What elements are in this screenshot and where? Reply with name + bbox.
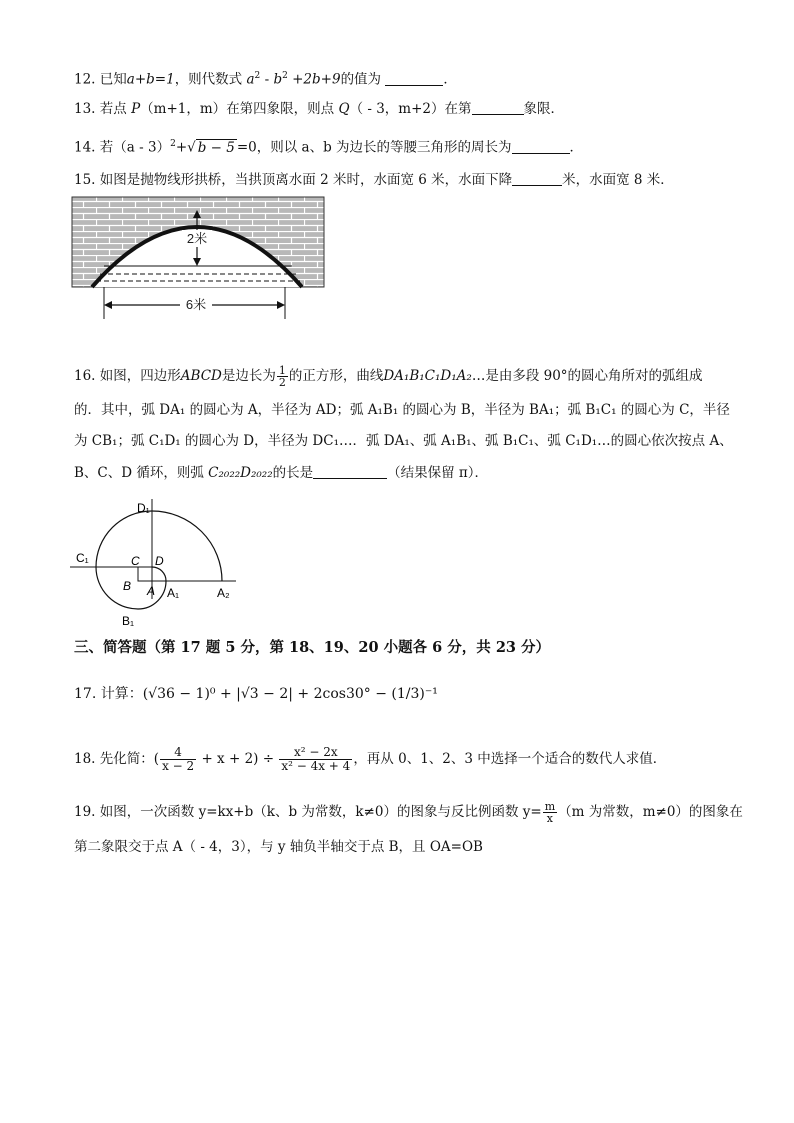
sqrt-sign: √ [187,139,196,156]
answer-blank[interactable] [472,100,524,115]
question-14: 14. 若（a - 3）$^2$+√ b − 5 =0，则以 a、b 为边长的等腰三角形的周长为 ． [74,139,584,156]
fraction-one-half: $\frac{1}{2}$ [278,364,286,389]
width-label: 6米 [185,297,207,312]
question-17: 17. 计算：(√36 − 1)⁰ + |√3 − 2| + 2cos30° − (1/3)⁻¹ [74,686,438,702]
fraction: $\frac{4}{x - 2}$ [162,745,195,773]
question-13: 13. 若点 P（m+1，m）在第四象限，则点 Q（ - 3，m+2）在第 象限． [74,101,564,117]
question-number: 16. [74,368,96,384]
label-a1: A₁ [167,586,180,600]
answer-blank[interactable] [385,71,443,86]
question-16-line-4: B、C、D 循环，则弧 C₂₀₂₂D₂₀₂₂的长是 （结果保留 π）． [74,465,489,481]
arc-c1d1 [96,511,152,567]
question-number: 18. [74,751,96,767]
section-heading: 三、简答题（第 17 题 5 分，第 18、19、20 小题各 6 分，共 23 分） [74,639,551,656]
question-number: 14. [74,139,96,156]
spiral-arc-figure [70,495,245,635]
fraction: $\frac{\text{x² − 2x}}{\text{x² − 4x + 4}}$ [281,745,351,773]
label-d1: D₁ [137,501,150,515]
question-12: 12. 已知a+b=1，则代数式 $a^2 - b^2 +2b+9$的值为 ． [74,71,457,88]
question-18: 18. 先化简：( $\frac{4}{x - 2}$ + x + 2) ÷ $\frac{\text{x² − 2x}}{\text{x² − 4x + 4}}$ ，再从 0、1、2、3 中选择一个适合的数代人求值． [74,745,667,773]
math-expression: (√36 − 1)⁰ + |√3 − 2| + 2cos30° − (1/3)⁻¹ [142,686,438,702]
question-16-line-3: 为 CB₁；弧 C₁D₁ 的圆心为 D，半径为 DC₁…．弧 DA₁、弧 A₁B₁、弧 B₁C₁、弧 C₁D₁…的圆心依次按点 A、 [74,433,733,449]
label-c: C [131,554,140,568]
label-c1: C₁ [76,551,89,565]
question-16: 16. 如图，四边形ABCD是边长为 $\frac{1}{2}$ 的正方形，曲线DA₁B₁C₁D₁A₂…是由多段 90°的圆心角所对的弧组成 [74,364,703,389]
answer-blank[interactable] [512,139,570,154]
radicand: b − 5 [197,139,235,156]
question-number: 19. [74,804,96,820]
answer-blank[interactable] [313,464,387,479]
label-a2: A₂ [217,586,230,600]
question-number: 17. [74,686,97,702]
arc-b1c1 [96,567,138,609]
question-number: 13. [74,101,96,117]
label-d: D [155,554,164,568]
arc-da1 [152,567,166,581]
fraction-m-over-x: $\frac{m}{x}$ [544,800,556,825]
question-19-line-2: 第二象限交于点 A（ - 4，3），与 y 轴负半轴交于点 B，且 OA=OB [74,839,483,855]
question-19: 19. 如图，一次函数 y=kx+b（k、b 为常数，k≠0）的图象与反比例函数 y= $\frac{m}{x}$ （m 为常数，m≠0）的图象在 [74,800,743,825]
question-number: 15. [74,172,96,188]
arc-d1a2 [152,511,222,581]
answer-blank[interactable] [512,171,562,186]
square-abcd [138,567,152,581]
label-a: A [147,584,156,598]
question-16-line-2: 的．其中，弧 DA₁ 的圆心为 A，半径为 AD；弧 A₁B₁ 的圆心为 B，半径为 BA₁；弧 B₁C₁ 的圆心为 C，半径 [74,402,730,418]
height-label: 2米 [186,231,208,246]
arch-bridge-figure [70,195,326,323]
label-b1: B₁ [122,614,135,628]
label-b: B [123,579,132,593]
question-number: 12. [74,71,96,88]
question-15: 15. 如图是抛物线形拱桥，当拱顶离水面 2 米时，水面宽 6 米，水面下降 米，水面宽 8 米． [74,172,674,188]
